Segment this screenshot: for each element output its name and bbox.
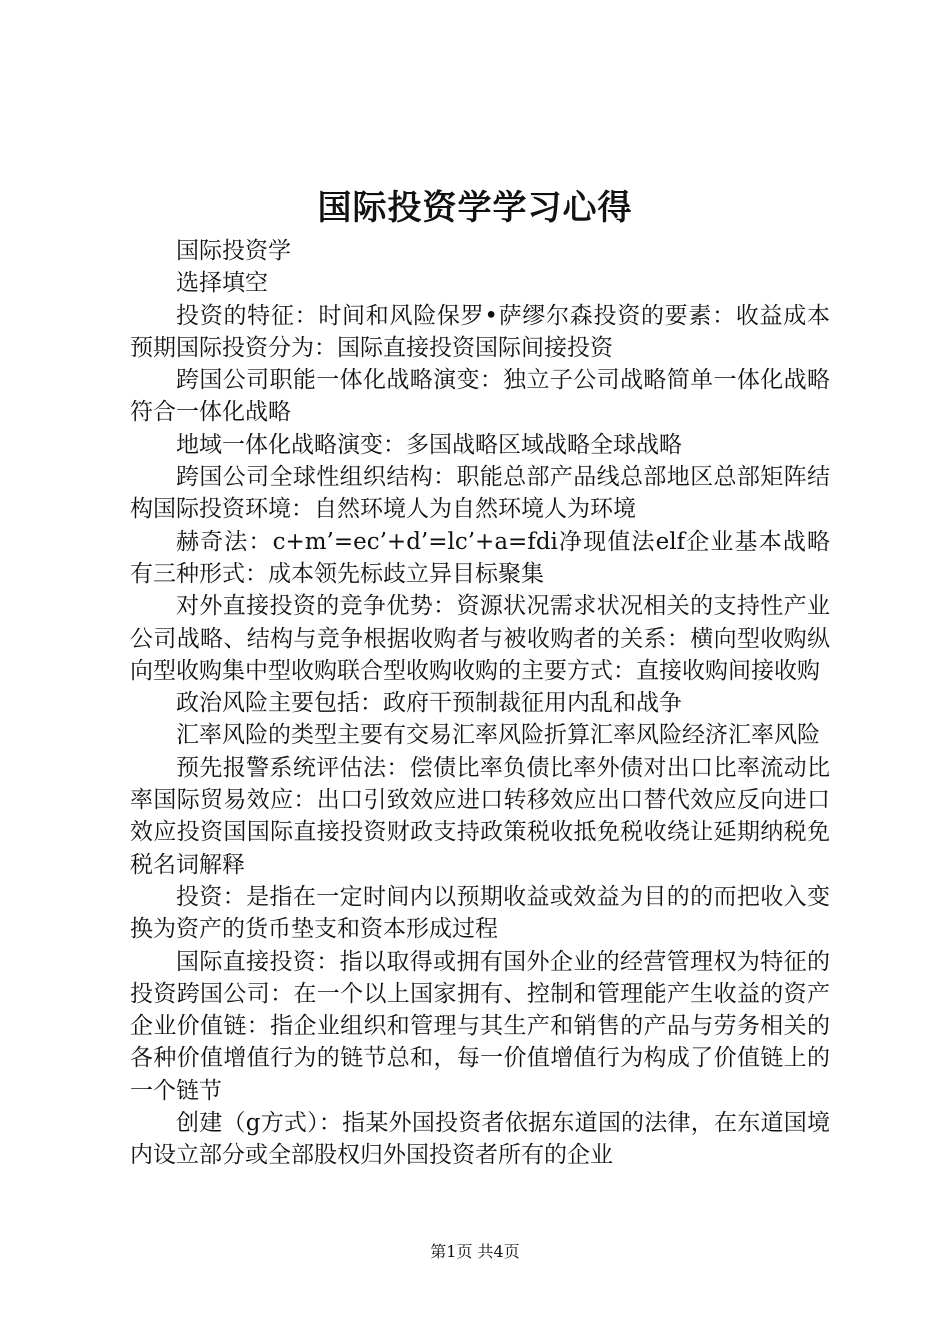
- paragraph: 跨国公司职能一体化战略演变：独立子公司战略简单一体化战略符合一体化战略: [130, 367, 830, 426]
- paragraph: 跨国公司全球性组织结构：职能总部产品线总部地区总部矩阵结构国际投资环境：自然环境人为自然环境人为环境: [130, 464, 830, 523]
- paragraph: 对外直接投资的竞争优势：资源状况需求状况相关的支持性产业公司战略、结构与竞争根据收购者与被收购者的关系：横向型收购纵向型收购集中型收购联合型收购收购的主要方式：直接收购间接收购: [130, 593, 830, 684]
- paragraph: 国际投资学: [176, 238, 291, 264]
- paragraph: 预先报警系统评估法：偿债比率负债比率外债对出口比率流动比率国际贸易效应：出口引致效应进口转移效应出口替代效应反向进口效应投资国国际直接投资财政支持政策税收抵免税收绕让延期纳税免税名词解释: [130, 754, 830, 878]
- paragraph: 选择填空: [176, 270, 268, 297]
- paragraph: 投资：是指在一定时间内以预期收益或效益为目的的而把收入变换为资产的货币垫支和资本形成过程: [130, 883, 830, 943]
- document-title: 国际投资学学习心得: [317, 188, 633, 228]
- paragraph: 地域一体化战略演变：多国战略区域战略全球战略: [176, 431, 682, 458]
- paragraph: 汇率风险的类型主要有交易汇率风险折算汇率风险经济汇率风险: [176, 722, 820, 749]
- paragraph: 赫奇法：c+m’=ec’+d’=lc’+a=fdi净现值法elf企业基本战略有三种形式：成本领先标歧立异目标聚集: [130, 528, 830, 587]
- page-footer: 第1页 共4页: [430, 1242, 520, 1261]
- document-body: [130, 235, 830, 1172]
- paragraph: 创建（g方式）：指某外国投资者依据东道国的法律，在东道国境内设立部分或全部股权归外国投资者所有的企业: [130, 1110, 830, 1169]
- paragraph: 政治风险主要包括：政府干预制裁征用内乱和战争: [176, 690, 682, 717]
- paragraph: 投资的特征：时间和风险保罗•萨缪尔森投资的要素：收益成本预期国际投资分为：国际直接投资国际间接投资: [130, 302, 830, 361]
- paragraph: 国际直接投资：指以取得或拥有国外企业的经营管理权为特征的投资跨国公司：在一个以上国家拥有、控制和管理能产生收益的资产企业价值链：指企业组织和管理与其生产和销售的产品与劳务相关的各种价值增值行为的链节总和，每一价值增值行为构成了价值链上的一个链节: [130, 948, 830, 1104]
